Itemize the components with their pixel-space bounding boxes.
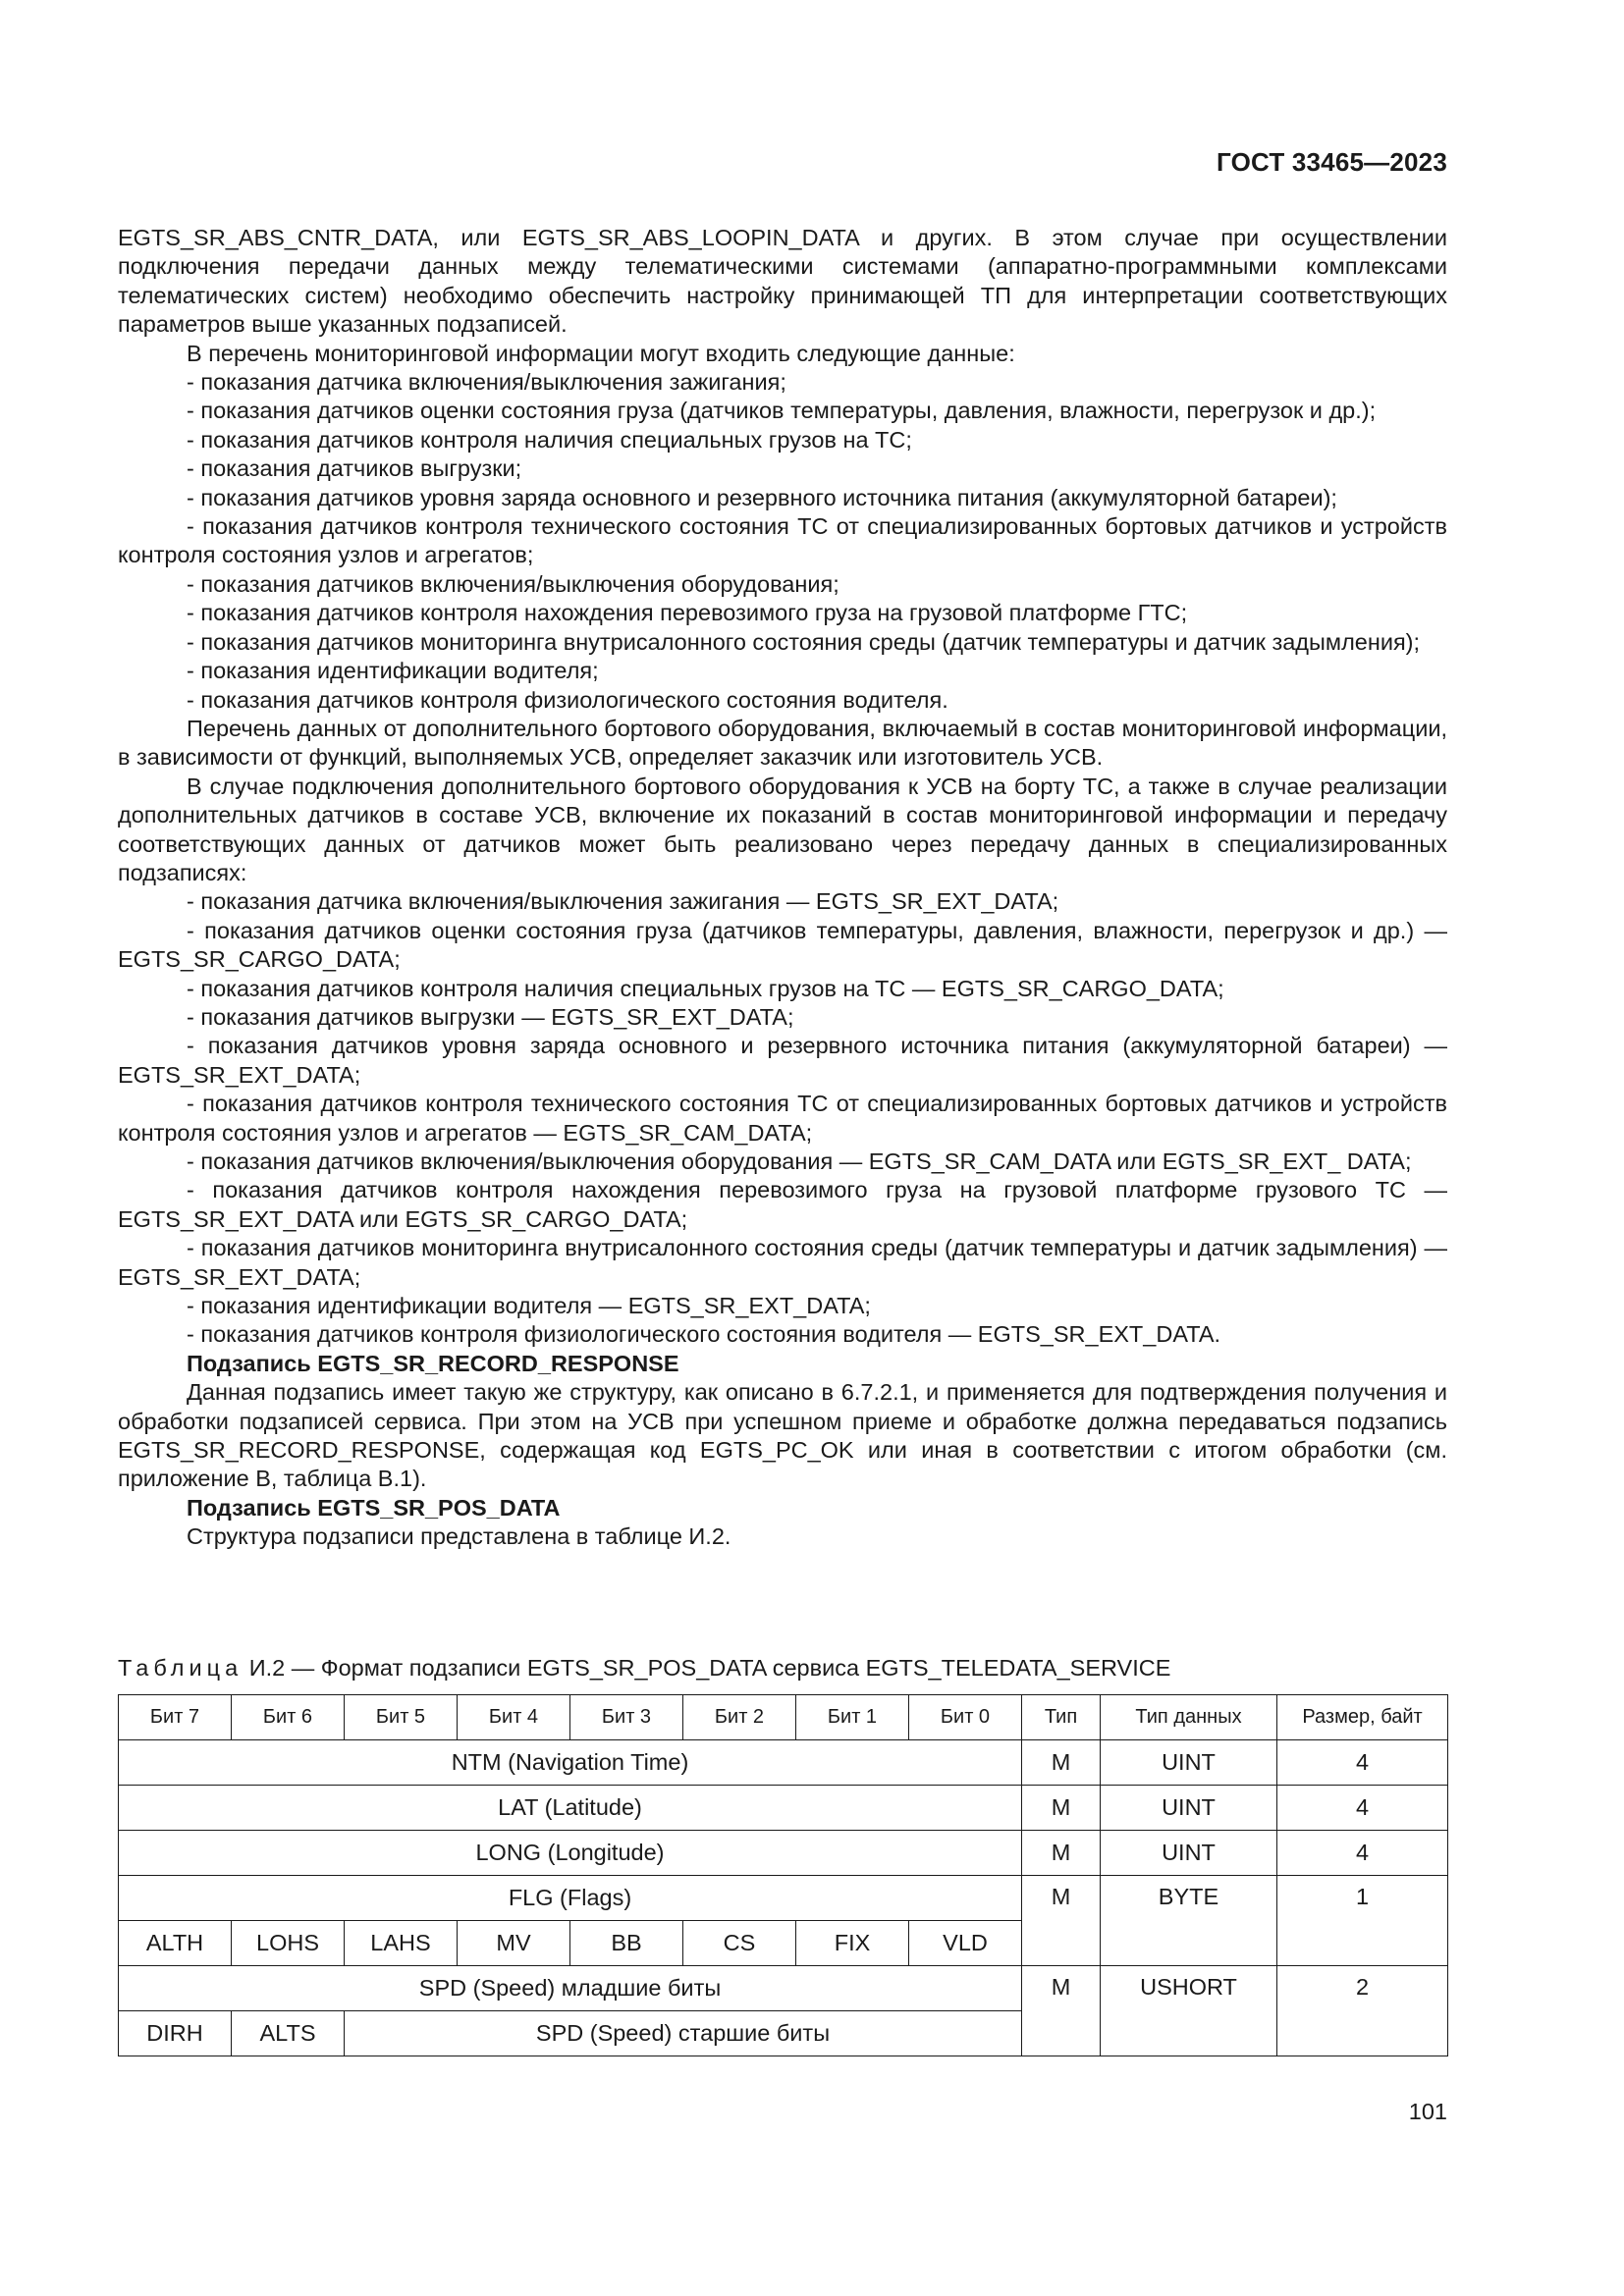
table-row	[119, 1876, 1448, 1921]
document-header: ГОСТ 33465—2023	[1217, 147, 1447, 177]
list-item: - показания датчика включения/выключения зажигания;	[187, 369, 786, 396]
column-header: Бит 5	[345, 1695, 458, 1740]
bit-cell: ALTS	[232, 2011, 345, 2056]
list-item: - показания датчиков контроля наличия специальных грузов на ТС — EGTS_SR_CARGO_DATA;	[187, 975, 1224, 1001]
list-item: - показания идентификации водителя — EGTS_SR_EXT_DATA;	[187, 1293, 871, 1319]
field-cell: SPD (Speed) младшие биты	[119, 1966, 1022, 2011]
type-cell: M	[1022, 1786, 1101, 1831]
column-header: Размер, байт	[1277, 1695, 1448, 1740]
list-item: - показания датчиков контроля технического состояния ТС от специализированных бортовых датчиков и устройств контроля состояния узлов и агрегатов — EGTS_SR_CAM_DATA;	[118, 1091, 1447, 1146]
list-item: - показания датчиков выгрузки;	[187, 455, 522, 482]
list-item: - показания датчиков включения/выключения оборудования — EGTS_SR_CAM_DATA или EGTS_SR_EXT_ DATA;	[187, 1148, 1412, 1174]
size-cell: 4	[1277, 1831, 1448, 1876]
list-item: - показания датчиков выгрузки — EGTS_SR_EXT_DATA;	[187, 1003, 794, 1030]
table-row	[119, 1966, 1448, 2011]
type-cell: M	[1022, 1831, 1101, 1876]
table-row	[119, 1786, 1448, 1831]
column-header: Бит 1	[796, 1695, 909, 1740]
list-item: - показания датчиков включения/выключения оборудования;	[187, 570, 839, 597]
list-item: - показания датчиков мониторинга внутрисалонного состояния среды (датчик температуры и датчик задымления);	[187, 628, 1421, 655]
list-item: - показания датчика включения/выключения зажигания — EGTS_SR_EXT_DATA;	[187, 888, 1059, 915]
column-header: Бит 4	[458, 1695, 570, 1740]
bit-cell: MV	[458, 1921, 570, 1966]
type-cell: M	[1022, 1966, 1101, 2056]
field-cell: LONG (Longitude)	[119, 1831, 1022, 1876]
field-cell: NTM (Navigation Time)	[119, 1740, 1022, 1786]
field-cell: FLG (Flags)	[119, 1876, 1022, 1921]
column-header: Бит 3	[570, 1695, 683, 1740]
list-item: - показания датчиков оценки состояния груза (датчиков температуры, давления, влажности, перегрузок и др.);	[187, 398, 1377, 424]
size-cell: 4	[1277, 1786, 1448, 1831]
field-cell: SPD (Speed) старшие биты	[345, 2011, 1022, 2056]
table-row	[119, 1740, 1448, 1786]
bit-cell: BB	[570, 1921, 683, 1966]
list-item: - показания датчиков контроля нахождения перевозимого груза на грузовой платформе ГТС;	[187, 600, 1188, 626]
bit-cell: CS	[683, 1921, 796, 1966]
type-cell: M	[1022, 1876, 1101, 1966]
column-header: Бит 0	[909, 1695, 1022, 1740]
table-caption-text: И.2 — Формат подзаписи EGTS_SR_POS_DATA сервиса EGTS_TELEDATA_SERVICE	[248, 1655, 1171, 1681]
bit-cell: LOHS	[232, 1921, 345, 1966]
subsection-heading: Подзапись EGTS_SR_RECORD_RESPONSE	[187, 1350, 679, 1376]
list-item: - показания датчиков контроля технического состояния ТС от специализированных бортовых датчиков и устройств контроля состояния узлов и агрегатов;	[118, 513, 1447, 568]
table-row	[119, 1831, 1448, 1876]
pos-data-table	[118, 1694, 1448, 2056]
list-item: - показания датчиков контроля нахождения перевозимого груза на грузовой платформе грузового ТС — EGTS_SR_EXT_DATA или EGTS_SR_CARGO_DATA;	[118, 1177, 1447, 1232]
body-text	[118, 224, 1447, 1552]
datatype-cell: UINT	[1101, 1740, 1277, 1786]
datatype-cell: UINT	[1101, 1786, 1277, 1831]
field-cell: LAT (Latitude)	[119, 1786, 1022, 1831]
column-header: Бит 7	[119, 1695, 232, 1740]
list-item: - показания датчиков контроля наличия специальных грузов на ТС;	[187, 426, 912, 453]
list-item: - показания датчиков уровня заряда основного и резервного источника питания (аккумуляторной батареи);	[187, 484, 1337, 510]
size-cell: 4	[1277, 1740, 1448, 1786]
datatype-cell: BYTE	[1101, 1876, 1277, 1966]
list-item: - показания датчиков контроля физиологического состояния водителя.	[187, 686, 948, 713]
list-item: - показания идентификации водителя;	[187, 658, 599, 684]
paragraph: Перечень данных от дополнительного бортового оборудования, включаемый в состав мониторинговой информации, в зависимости от функций, выполняемых УСВ, определяет заказчик или изготовитель УСВ.	[118, 715, 1447, 771]
type-cell: M	[1022, 1740, 1101, 1786]
list-item: - показания датчиков мониторинга внутрисалонного состояния среды (датчик температуры и датчик задымления) — EGTS_SR_EXT_DATA;	[118, 1235, 1447, 1290]
subsection-heading: Подзапись EGTS_SR_POS_DATA	[187, 1494, 561, 1521]
paragraph: Структура подзаписи представлена в таблице И.2.	[187, 1523, 731, 1550]
table-caption-label: Таблица	[118, 1655, 244, 1681]
paragraph: EGTS_SR_ABS_CNTR_DATA, или EGTS_SR_ABS_LOOPIN_DATA и других. В этом случае при осуществлении подключения передачи данных между телематическими системами (аппаратно-программными комплексами телематических систем) необходимо обеспечить настройку принимающей ТП для интерпретации соответствующих параметров выше указанных подзаписей.	[118, 225, 1447, 338]
list-item: - показания датчиков контроля физиологического состояния водителя — EGTS_SR_EXT_DATA.	[187, 1321, 1221, 1348]
table-header-row	[119, 1695, 1448, 1740]
table-caption	[118, 1655, 1170, 1682]
column-header: Тип	[1022, 1695, 1101, 1740]
bit-cell: LAHS	[345, 1921, 458, 1966]
paragraph: Данная подзапись имеет такую же структуру, как описано в 6.7.2.1, и применяется для подтверждения получения и обработки подзаписей сервиса. При этом на УСВ при успешном приеме и обработке должна передаваться подзапись EGTS_SR_RECORD_RESPONSE, содержащая код EGTS_PC_OK или иная в соответствии с итогом обработки (см. приложение В, таблица В.1).	[118, 1379, 1447, 1492]
bit-cell: DIRH	[119, 2011, 232, 2056]
datatype-cell: UINT	[1101, 1831, 1277, 1876]
column-header: Бит 6	[232, 1695, 345, 1740]
datatype-cell: USHORT	[1101, 1966, 1277, 2056]
paragraph: В перечень мониторинговой информации могут входить следующие данные:	[187, 340, 1015, 366]
column-header: Бит 2	[683, 1695, 796, 1740]
list-item: - показания датчиков оценки состояния груза (датчиков температуры, давления, влажности, перегрузок и др.) — EGTS_SR_CARGO_DATA;	[118, 917, 1447, 973]
column-header: Тип данных	[1101, 1695, 1277, 1740]
size-cell: 2	[1277, 1966, 1448, 2056]
size-cell: 1	[1277, 1876, 1448, 1966]
bit-cell: FIX	[796, 1921, 909, 1966]
bit-cell: ALTH	[119, 1921, 232, 1966]
bit-cell: VLD	[909, 1921, 1022, 1966]
list-item: - показания датчиков уровня заряда основного и резервного источника питания (аккумуляторной батареи) — EGTS_SR_EXT_DATA;	[118, 1033, 1447, 1088]
page-number: 101	[1408, 2099, 1447, 2124]
paragraph: В случае подключения дополнительного бортового оборудования к УСВ на борту ТС, а также в случае реализации дополнительных датчиков в составе УСВ, включение их показаний в состав мониторинговой информации и передачу соответствующих данных от датчиков может быть реализовано через передачу данных в специализированных подзаписях:	[118, 773, 1447, 885]
